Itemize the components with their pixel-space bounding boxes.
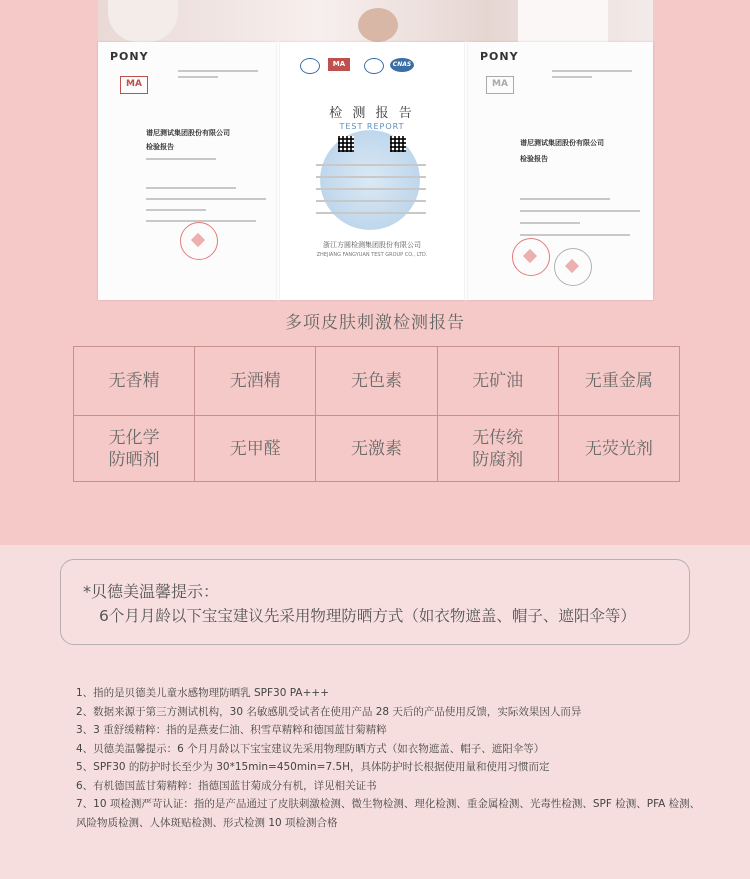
free-of-item: 无荧光剂 [559,416,680,482]
gray-stamp [554,248,592,286]
free-of-item: 无香精 [74,347,195,416]
red-stamp [180,222,218,260]
cert-title: 检验报告 [520,155,548,163]
cert-logo [300,58,320,74]
footnote: 1、指的是贝德美儿童水感物理防晒乳 SPF30 PA+++ [76,687,329,699]
footnote: 2、数据来源于第三方测试机构，30 名敏感肌受试者在使用产品 28 天后的产品使用反馈，实际效果因人而异 [76,705,582,718]
certificate-pony-left [98,42,276,300]
footnote: 4、贝德美温馨提示：6 个月月龄以下宝宝建议先采用物理防晒方式（如衣物遮盖、帽子、遮阳伞等） [76,742,545,755]
footnote: 6、有机德国蓝甘菊精粹：指德国蓝甘菊成分有机，详见相关证书 [76,779,377,792]
footnote: 3、3 重舒缓精粹：指的是燕麦仁油、积雪草精粹和德国蓝甘菊精粹 [76,724,387,736]
certificate-fangyuan [280,42,464,300]
free-of-item: 无传统 防腐剂 [438,416,559,482]
certificate-pony-right [468,42,653,300]
ma-logo: MA [120,76,148,94]
free-of-item: 无甲醛 [195,416,316,482]
pony-logo: PONY [480,50,519,63]
ma-logo: MA [486,76,514,94]
qr-code [338,136,354,152]
tip-text: 6个月月龄以下宝宝建议先采用物理防晒方式（如衣物遮盖、帽子、遮阳伞等） [99,607,636,625]
footnote: 7、10 项检测严苛认证：指的是产品通过了皮肤刺激检测、微生物检测、理化检测、重金属检测、光毒性检测、SPF 检测、PFA 检测、 [76,798,701,810]
report-caption: 多项皮肤刺激检测报告 [285,313,465,333]
free-of-item: 无化学 防晒剂 [74,416,195,482]
free-of-item: 无矿油 [438,347,559,416]
tester-name-cn: 浙江方圆检测集团股份有限公司 [323,241,421,249]
footnote: 风险物质检测、人体斑贴检测、形式检测 10 项检测合格 [76,816,338,829]
free-of-grid [73,346,680,482]
lab-photo [98,0,653,42]
pony-logo: PONY [110,50,149,63]
qr-code [390,136,406,152]
free-of-item: 无酒精 [195,347,316,416]
tester-name-en: ZHEJIANG FANGYUAN TEST GROUP CO., LTD. [316,252,428,258]
free-of-item: 无重金属 [559,347,680,416]
ma-logo: MA [328,58,350,71]
free-of-item: 无色素 [316,347,437,416]
cnas-logo: CNAS [390,58,414,72]
certificate-images [98,42,653,300]
red-stamp [512,238,550,276]
tip-box [60,559,690,645]
free-of-item: 无激素 [316,416,437,482]
cert-company: 谱尼测试集团股份有限公司 [146,129,230,137]
tip-title: *贝德美温馨提示： [83,582,220,601]
footnote: 5、SPF30 的防护时长至少为 30*15min=450min=7.5H，具体防护时长根据使用量和使用习惯而定 [76,761,550,773]
cert-company: 谱尼测试集团股份有限公司 [520,139,604,147]
footnotes [76,684,716,832]
report-title-en: TEST REPORT [339,122,405,131]
report-title-cn: 检 测 报 告 [329,106,415,121]
ilac-logo [364,58,384,74]
cert-title: 检验报告 [146,143,174,151]
